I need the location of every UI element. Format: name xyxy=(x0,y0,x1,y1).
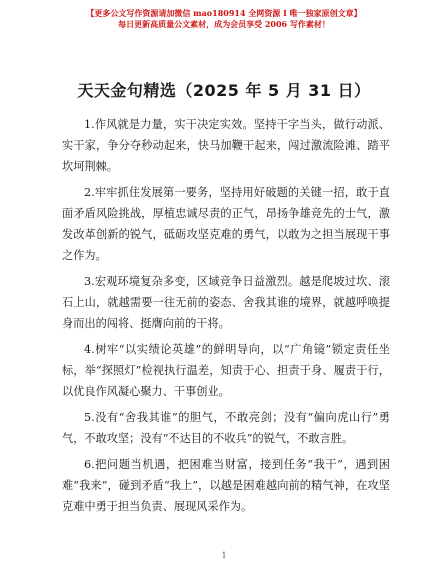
document-title: 天天金句精选（2025 年 5 月 31 日） xyxy=(77,81,371,100)
promo-banner-line-1: 【更多公文写作资源请加微信 mao180914 全网资源 I 唯一独家原创文章】 xyxy=(86,8,362,18)
paragraph-5: 5.没有“舍我其谁”的胆气，不敢亮剑；没有“偏向虎山行”勇气，不敢攻坚；没有“不达目的不收兵”的锐气，不敢言胜。 xyxy=(62,411,390,445)
paragraph-1: 1.作风就是力量，实干决定实效。坚持干字当头，做行动派、实干家，争分夺秒动起来，快马加鞭干起来，闯过激流险滩、踏平坎坷荆棘。 xyxy=(62,118,390,173)
paragraph-3: 3.宏观环境复杂多变，区域竞争日益激烈。越是爬坡过坎、滚石上山，就越需要一往无前的姿态、舍我其谁的境界，就越呼唤提身而出的闯将、挺膺向前的干将。 xyxy=(62,275,390,330)
paragraph-2: 2.牢牢抓住发展第一要务，坚持用好破题的关键一招，敢于直面矛盾风险挑战，厚植忠诚尽责的正气，昂扬争雄竞先的士气，激发改革创新的锐气，砥砺攻坚克难的勇气，以敢为之担当展现干事之作为。 xyxy=(62,186,390,262)
promo-banner-line-2: 每日更新高质量公文素材，成为会员享受 2006 写作素材！ xyxy=(118,19,330,29)
paragraph-4: 4.树牢“以实绩论英雄”的鲜明导向，以“广角镜”锁定责任坐标，举“探照灯”检视执行温差，知责于心、担责于身、履责于行，以优良作风凝心聚力、干事创业。 xyxy=(62,343,390,398)
promo-banner xyxy=(0,8,448,30)
paragraph-6: 6.把问题当机遇，把困难当财富，接到任务“我干”，遇到困难“我来”，碰到矛盾“我上”，以越是困难越向前的精气神，在攻坚克难中勇于担当负责、展现风采作为。 xyxy=(62,458,390,513)
document-body xyxy=(62,114,390,522)
page-number: 1 xyxy=(221,551,227,560)
